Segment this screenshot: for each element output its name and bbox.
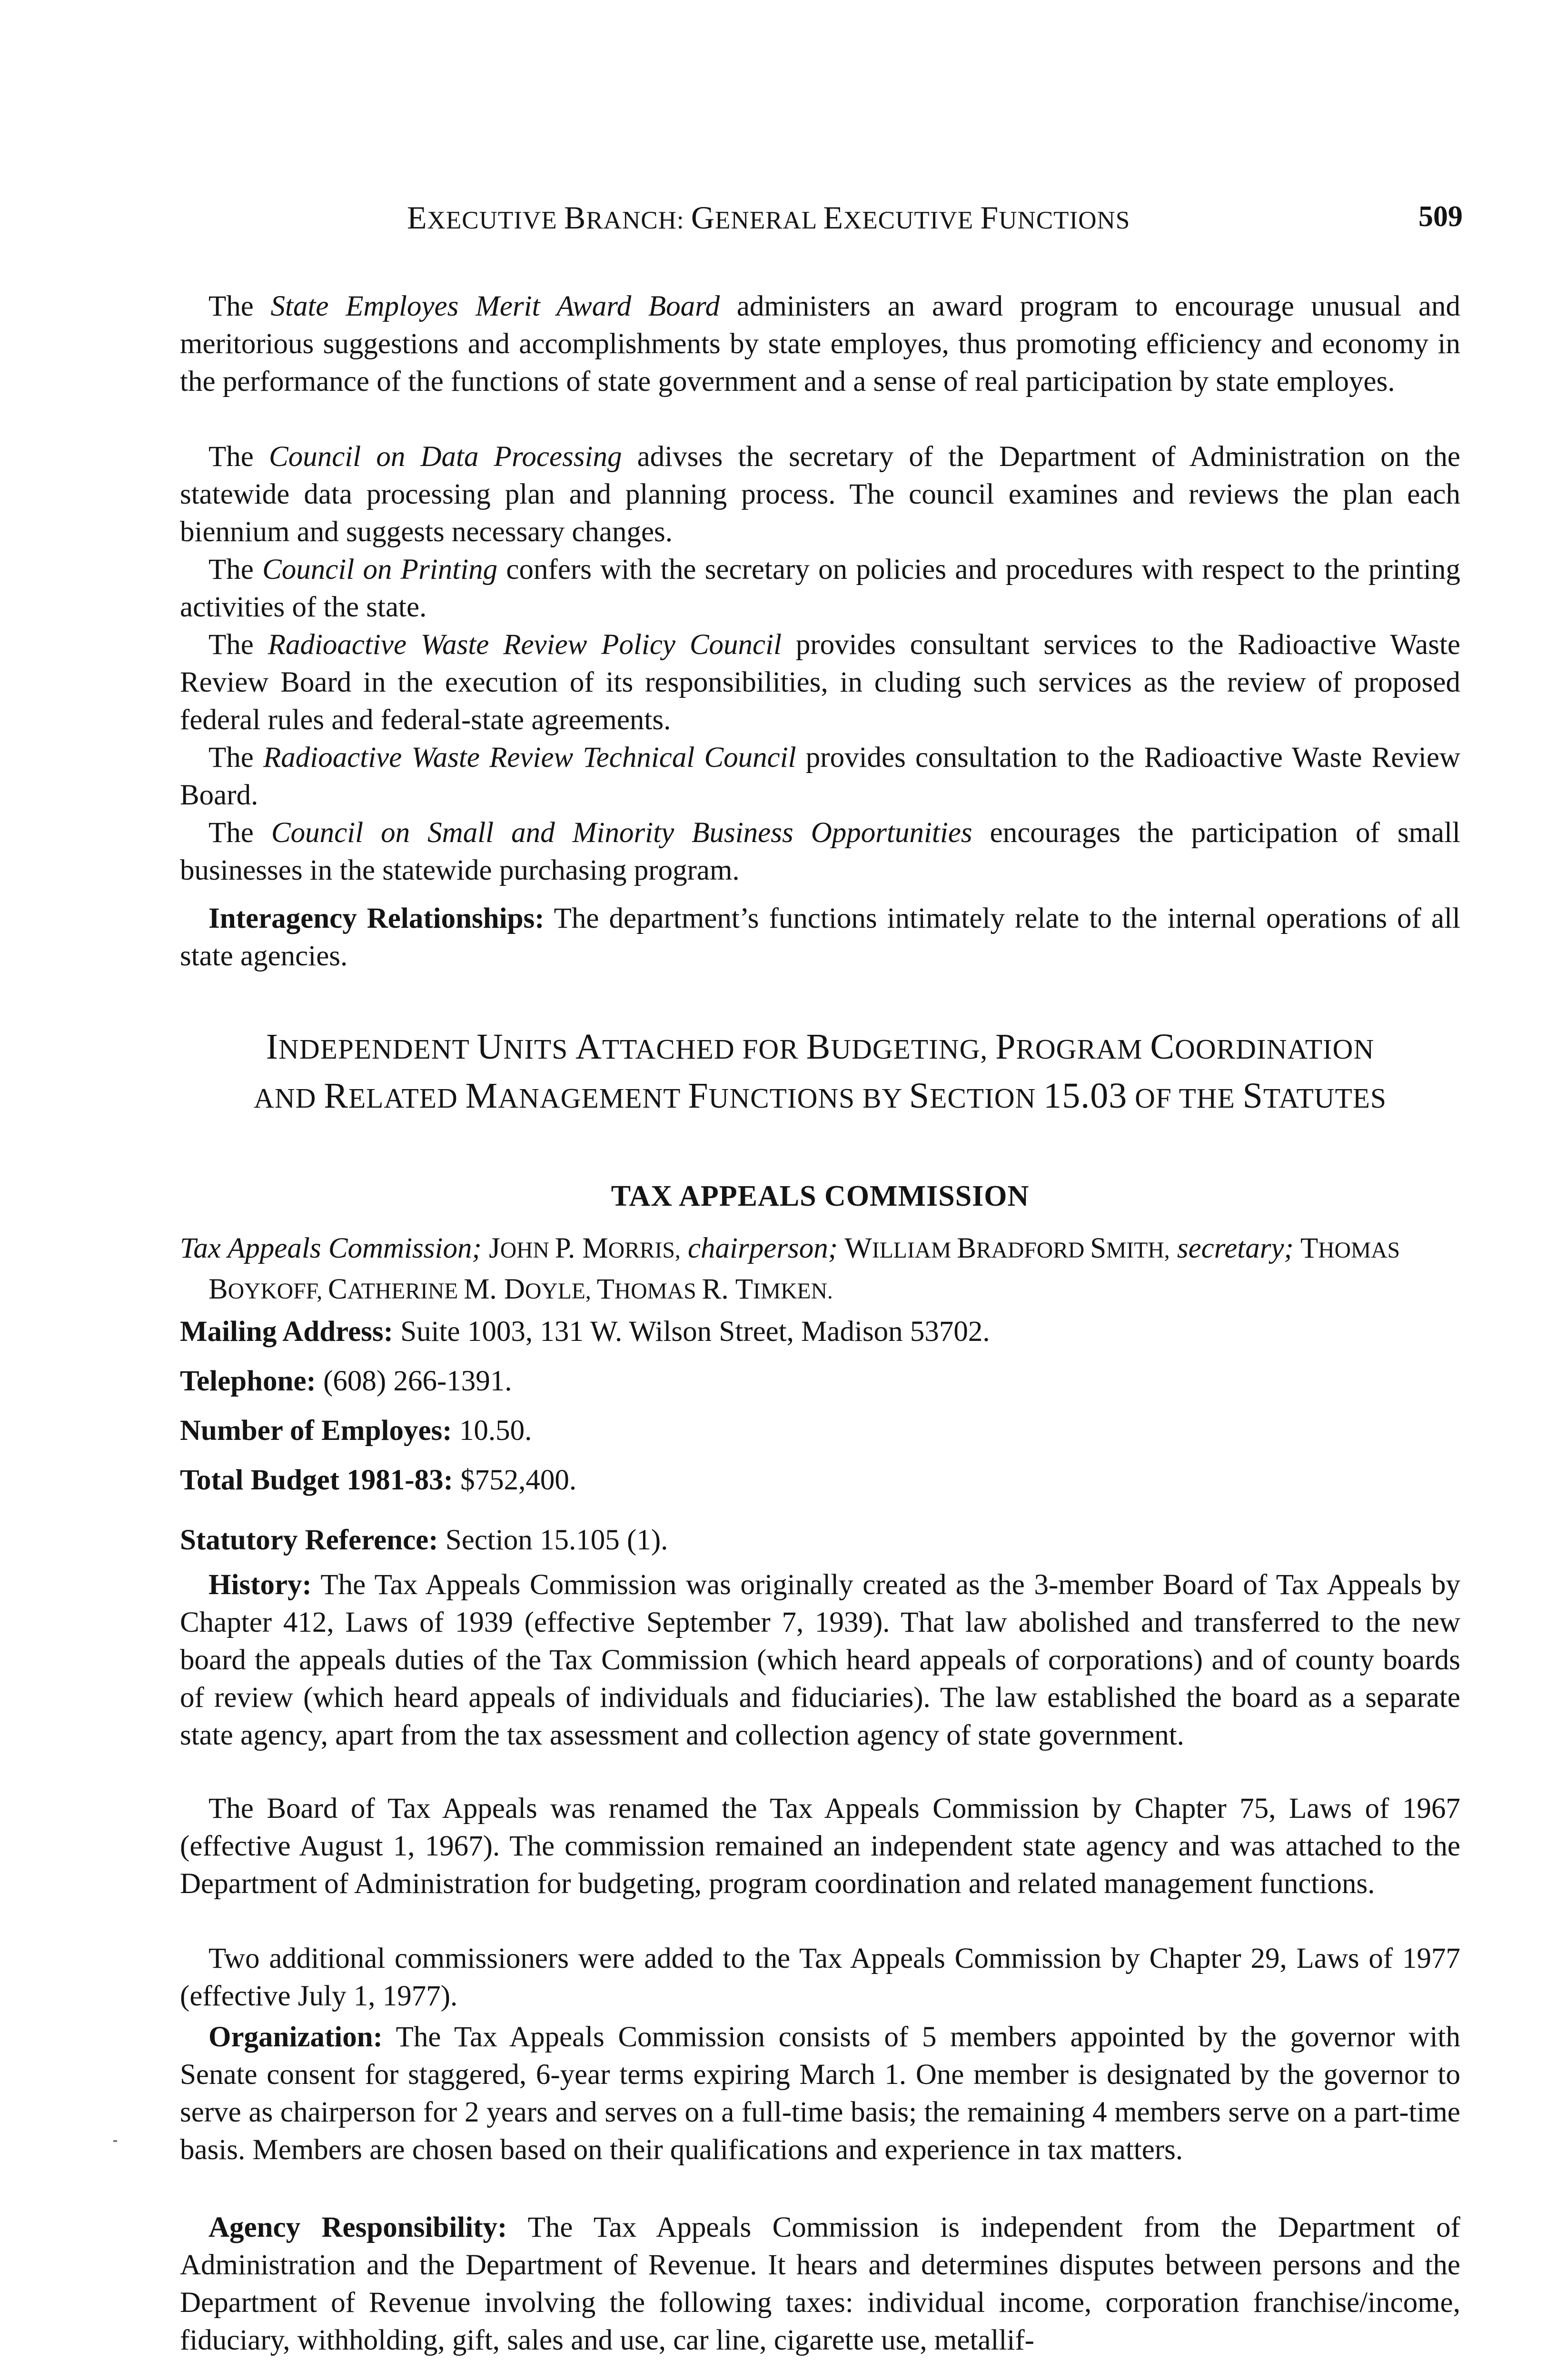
commission-members: Tax Appeals Commission; JOHN P. MORRIS, chairperson; WILLIAM BRADFORD SMITH, secretary; THOMAS BOYKOFF, CATHERINE M. DOYLE, THOMAS R. TIMKEN.	[180, 1232, 1400, 1305]
paragraph-agency-responsibility: Agency Responsibility: The Tax Appeals Commission is independent from the Department of Administration and the Department of Revenue. It hears and determines disputes between persons and the Department of Revenue involving the following taxes: individual income, corporation franchise/income, fiduciary, withholding, gift, sales and use, car line, cigarette use, metallif-	[180, 2211, 1460, 2356]
fact-telephone: Telephone: (608) 266-1391.	[180, 1365, 512, 1397]
paragraph-council-data-processing: The Council on Data Processing adivses the secretary of the Department of Administration on the statewide data processing plan and planning process. The council examines and reviews the plan each biennium and suggests necessary changes.	[180, 441, 1460, 548]
paragraph-organization: Organization: The Tax Appeals Commission consists of 5 members appointed by the governor with Senate consent for staggered, 6-year terms expiring March 1. One member is designated by the governor to serve as chairperson for 2 years and serves on a full-time basis; the remaining 4 members serve on a part-time basis. Members are chosen based on their qualifications and experience in tax matters.	[180, 2021, 1460, 2166]
paragraph-history: History: The Tax Appeals Commission was originally created as the 3-member Board of Tax Appeals by Chapter 412, Laws of 1939 (effective September 7, 1939). That law abolished and transferred to the new board the appeals duties of the Tax Commission (which heard appeals of corporations) and of county boards of review (which heard appeals of individuals and fiduciaries). The law established the board as a separate state agency, apart from the tax assessment and collection agency of state government.	[180, 1569, 1460, 1751]
scan-speck	[113, 2140, 117, 2142]
fact-number-of-employes: Number of Employes: 10.50.	[180, 1415, 532, 1447]
paragraph-small-minority-business: The Council on Small and Minority Business Opportunities encourages the participation of small businesses in the statewide purchasing program.	[180, 817, 1460, 886]
paragraph-radioactive-technical-council: The Radioactive Waste Review Technical Council provides consultation to the Radioactive Waste Review Board.	[180, 742, 1461, 811]
paragraph-merit-award-board: The State Employes Merit Award Board administers an award program to encourage unusual and meritorious suggestions and accomplishments by state employes, thus promoting efficiency and economy in the performance of the functions of state government and a sense of real participation by state employes.	[180, 290, 1460, 397]
fact-statutory-reference: Statutory Reference: Section 15.105 (1).	[180, 1524, 668, 1556]
running-head: EXECUTIVE BRANCH: GENERAL EXECUTIVE FUNCTIONS	[407, 199, 1130, 236]
fact-total-budget: Total Budget 1981-83: $752,400.	[180, 1464, 577, 1496]
paragraph-radioactive-policy-council: The Radioactive Waste Review Policy Council provides consultant services to the Radioactive Waste Review Board in the execution of its responsibilities, in cluding such services as the review of proposed federal rules and federal-state agreements.	[180, 629, 1460, 736]
agency-title: TAX APPEALS COMMISSION	[611, 1180, 1030, 1212]
paragraph-history-renamed: The Board of Tax Appeals was renamed the Tax Appeals Commission by Chapter 75, Laws of 1967 (effective August 1, 1967). The commission remained an independent state agency and was attached to the Department of Administration for budgeting, program coordination and related management functions.	[180, 1793, 1460, 1900]
section-heading-line-1: INDEPENDENT UNITS ATTACHED FOR BUDGETING, PROGRAM COORDINATION	[266, 1027, 1375, 1067]
paragraph-interagency-relationships: Interagency Relationships: The department’s functions intimately relate to the internal operations of all state agencies.	[180, 902, 1461, 972]
section-heading	[180, 1023, 1460, 1121]
paragraph-council-printing: The Council on Printing confers with the secretary on policies and procedures with respect to the printing activities of the state.	[180, 554, 1460, 623]
fact-mailing-address: Mailing Address: Suite 1003, 131 W. Wilson Street, Madison 53702.	[180, 1316, 990, 1348]
page-number: 509	[1418, 200, 1463, 233]
section-heading-line-2: AND RELATED MANAGEMENT FUNCTIONS BY SECTION 15.03 OF THE STATUTES	[254, 1076, 1387, 1116]
paragraph-history-additional-commissioners: Two additional commissioners were added to the Tax Appeals Commission by Chapter 29, Laws of 1977 (effective July 1, 1977).	[180, 1943, 1460, 2012]
